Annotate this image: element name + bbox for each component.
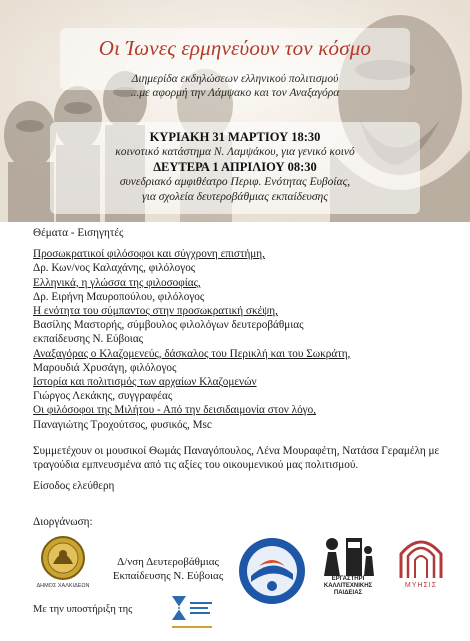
arch-emblem-icon (396, 534, 446, 580)
municipality-caption: ΔΗΜΟΣ ΧΑΛΚΙΔΕΩΝ (36, 583, 90, 589)
header-banner (0, 0, 470, 222)
topic-5: Ιστορία και πολιτισμός των αρχαίων Κλαζομενών (33, 376, 257, 389)
myisis-logo (396, 534, 446, 600)
myisis-caption: ΜΥΗΣΙΣ (404, 582, 438, 589)
subtitle-line-1: Διημερίδα εκδηλώσεων ελληνικού πολιτισμού (131, 73, 339, 85)
speaker-2: Δρ. Ειρήνη Μαυροπούλου, φιλόλογος (33, 290, 205, 303)
topic-3: Η ενότητα του σύμπαντος στην προσωκρατική σκέψη, (33, 305, 278, 318)
round-association-logo (237, 536, 307, 606)
topic-2: Ελληνικά, η γλώσσα της φιλοσοφίας, (33, 276, 201, 289)
speaker-3: Βασίλης Μαστορής, σύμβουλος φιλολόγων δευτεροβάθμιας (33, 319, 304, 332)
support-label: Με την υποστήριξη της (33, 604, 133, 615)
topic-6: Οι φιλόσοφοι της Μιλήτου - Από την δεισιδαιμονία στον λόγο, (33, 404, 317, 417)
support-institution-logo (168, 588, 218, 636)
figures-emblem-icon (316, 536, 380, 576)
directorate-line-1: Δ/νση Δευτεροβάθμιας (117, 556, 219, 568)
schedule (0, 130, 470, 205)
day1-date: ΚΥΡΙΑΚΗ 31 ΜΑΡΤΙΟΥ 18:30 (149, 130, 321, 144)
speaker-5: Γιώργος Λεκάκης, συγγραφέας (33, 390, 173, 403)
support-emblem-icon (168, 588, 218, 636)
art-workshop-logo (316, 536, 380, 606)
coin-emblem-icon (35, 534, 91, 582)
workshop-caption-line-3: ΠΑΙΔΕΙΑΣ (333, 590, 363, 596)
topics-heading: Θέματα - Εισηγητές (33, 227, 124, 239)
music-note: Συμμετέχουν οι μουσικοί Θωμάς Παναγόπουλος, Λένα Μουραφέτη, Νατάσα Γεραμέλη με τραγούδια εμπνευσμένα από τις αξίες του οικουμενικού μας πολιτισμού. (33, 444, 440, 472)
program-content (33, 226, 453, 493)
day1-place: κοινοτικό κατάστημα Ν. Λαμψάκου, για γενικό κοινό (115, 146, 355, 158)
banner-text (0, 0, 470, 222)
event-subtitle (0, 72, 470, 100)
day2-place-line-2: για σχολεία δευτεροβάθμιας εκπαίδευσης (142, 191, 328, 203)
organizers-label: Διοργάνωση: (33, 516, 93, 528)
day2-date: ΔΕΥΤΕΡΑ 1 ΑΠΡΙΛΙΟΥ 08:30 (153, 160, 317, 174)
day2-place-line-1: συνεδριακό αμφιθέατρο Περιφ. Ενότητας Ευβοίας, (119, 176, 351, 188)
subtitle-line-2: ...με αφορμή την Λάμψακο και τον Αναξαγόρα (130, 87, 340, 99)
workshop-caption (314, 576, 382, 597)
municipality-logo (35, 534, 91, 594)
speaker-4: Μαρουδιά Χρυσάγη, φιλόλογος (33, 361, 177, 374)
globe-emblem-icon (237, 536, 307, 606)
workshop-caption-line-2: ΚΑΛΛΙΤΕΧΝΙΚΗΣ (323, 583, 373, 589)
speaker-1: Δρ. Κων/νος Καλαχάνης, φιλόλογος (33, 262, 196, 275)
directorate-line-2: Εκπαίδευσης Ν. Εύβοιας (112, 569, 224, 582)
speaker-3-line-2: εκπαίδευσης Ν. Εύβοιας (33, 333, 144, 346)
free-entry: Είσοδος ελεύθερη (33, 480, 115, 493)
workshop-caption-line-1: ΕΡΓΑΣΤΗΡΙ (331, 576, 365, 582)
event-title: Οι Ίωνες ερμηνεύουν τον κόσμο (98, 36, 372, 60)
topic-1: Προσωκρατικοί φιλόσοφοι και σύγχρονη επιστήμη, (33, 248, 265, 261)
speaker-6: Παναγιώτης Τροχούτσος, φυσικός, Msc (33, 418, 212, 431)
directorate-name (98, 556, 238, 583)
topic-4: Αναξαγόρας ο Κλαζομενεύς, δάσκαλος του Περικλή και του Σωκράτη, (33, 347, 351, 360)
